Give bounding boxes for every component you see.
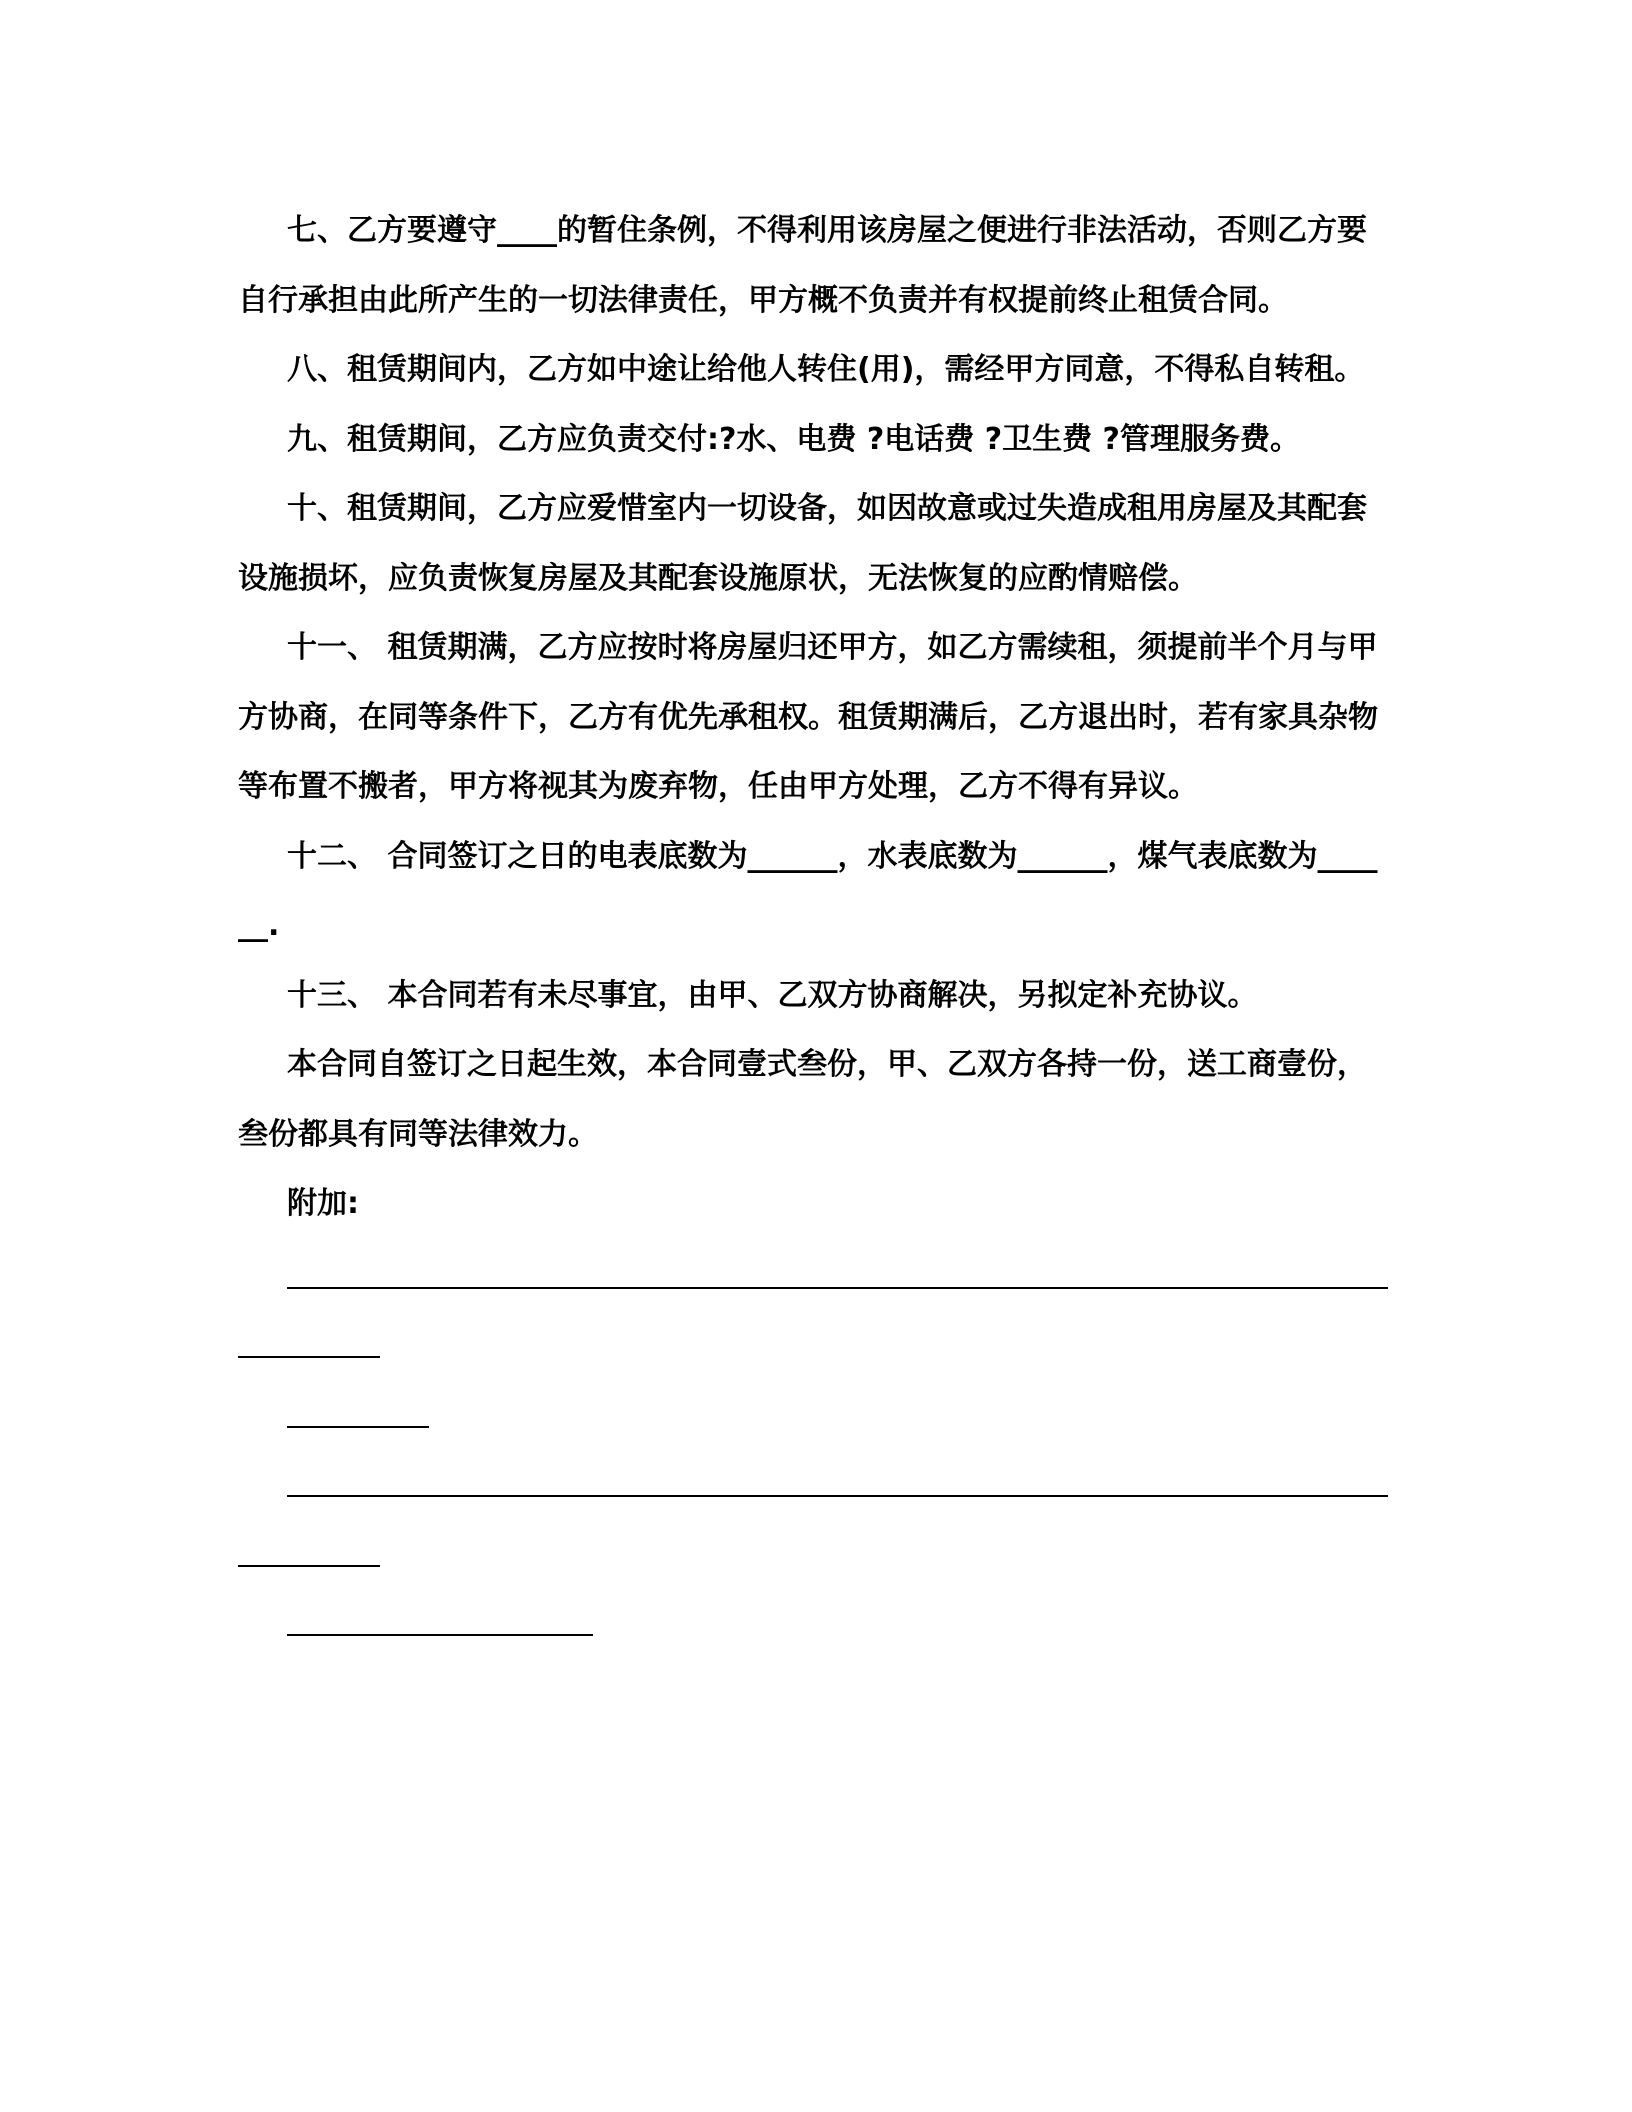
clause-10: 十、租赁期间，乙方应爱惜室内一切设备，如因故意或过失造成租用房屋及其配套设施损坏，应负责恢复房屋及其配套设施原状，无法恢复的应酌情赔偿。: [238, 491, 1367, 596]
clause-11: 十一、 租赁期满，乙方应按时将房屋归还甲方，如乙方需续租，须提前半个月与甲方协商，在同等条件下，乙方有优先承租权。租赁期满后，乙方退出时，若有家具杂物等布置不搬者，甲方将视其为废弃物，任由甲方处理，乙方不得有异议。: [238, 630, 1378, 804]
clause-7: 七、乙方要遵守____的暂住条例，不得利用该房屋之便进行非法活动，否则乙方要自行承担由此所产生的一切法律责任，甲方概不负责并有权提前终止租赁合同。: [238, 213, 1367, 318]
attachment-line-2: [238, 1378, 1388, 1448]
clause-13: 十三、 本合同若有未尽事宜，由甲、乙双方协商解决，另拟定补充协议。: [287, 977, 1258, 1013]
blank-rule: [287, 1287, 1388, 1289]
blank-rule: [238, 1565, 380, 1567]
clause-12: 十二、 合同签订之日的电表底数为______，水表底数为______，煤气表底数为______.: [238, 838, 1378, 943]
blank-rule: [287, 1634, 593, 1636]
contract-body: [238, 196, 1388, 1656]
attachment-line-3: [238, 1447, 1388, 1517]
attachment-label: 附加:: [287, 1186, 359, 1221]
effective-clause: 本合同自签订之日起生效，本合同壹式叁份，甲、乙双方各持一份，送工商壹份，叁份都具有同等法律效力。: [238, 1047, 1367, 1152]
clause-9: 九、租赁期间，乙方应负责交付:?水、电费 ?电话费 ?卫生费 ?管理服务费。: [287, 421, 1300, 457]
blank-rule: [287, 1495, 1388, 1497]
blank-rule: [238, 1356, 380, 1358]
blank-rule: [287, 1426, 429, 1428]
attachment-line-1: [238, 1239, 1388, 1309]
attachment-line-3-cont: [238, 1517, 1388, 1587]
clause-8: 八、租赁期间内，乙方如中途让给他人转住(用)，需经甲方同意，不得私自转租。: [287, 352, 1365, 387]
attachment-line-1-cont: [238, 1308, 1388, 1378]
attachment-line-4: [238, 1586, 1388, 1656]
